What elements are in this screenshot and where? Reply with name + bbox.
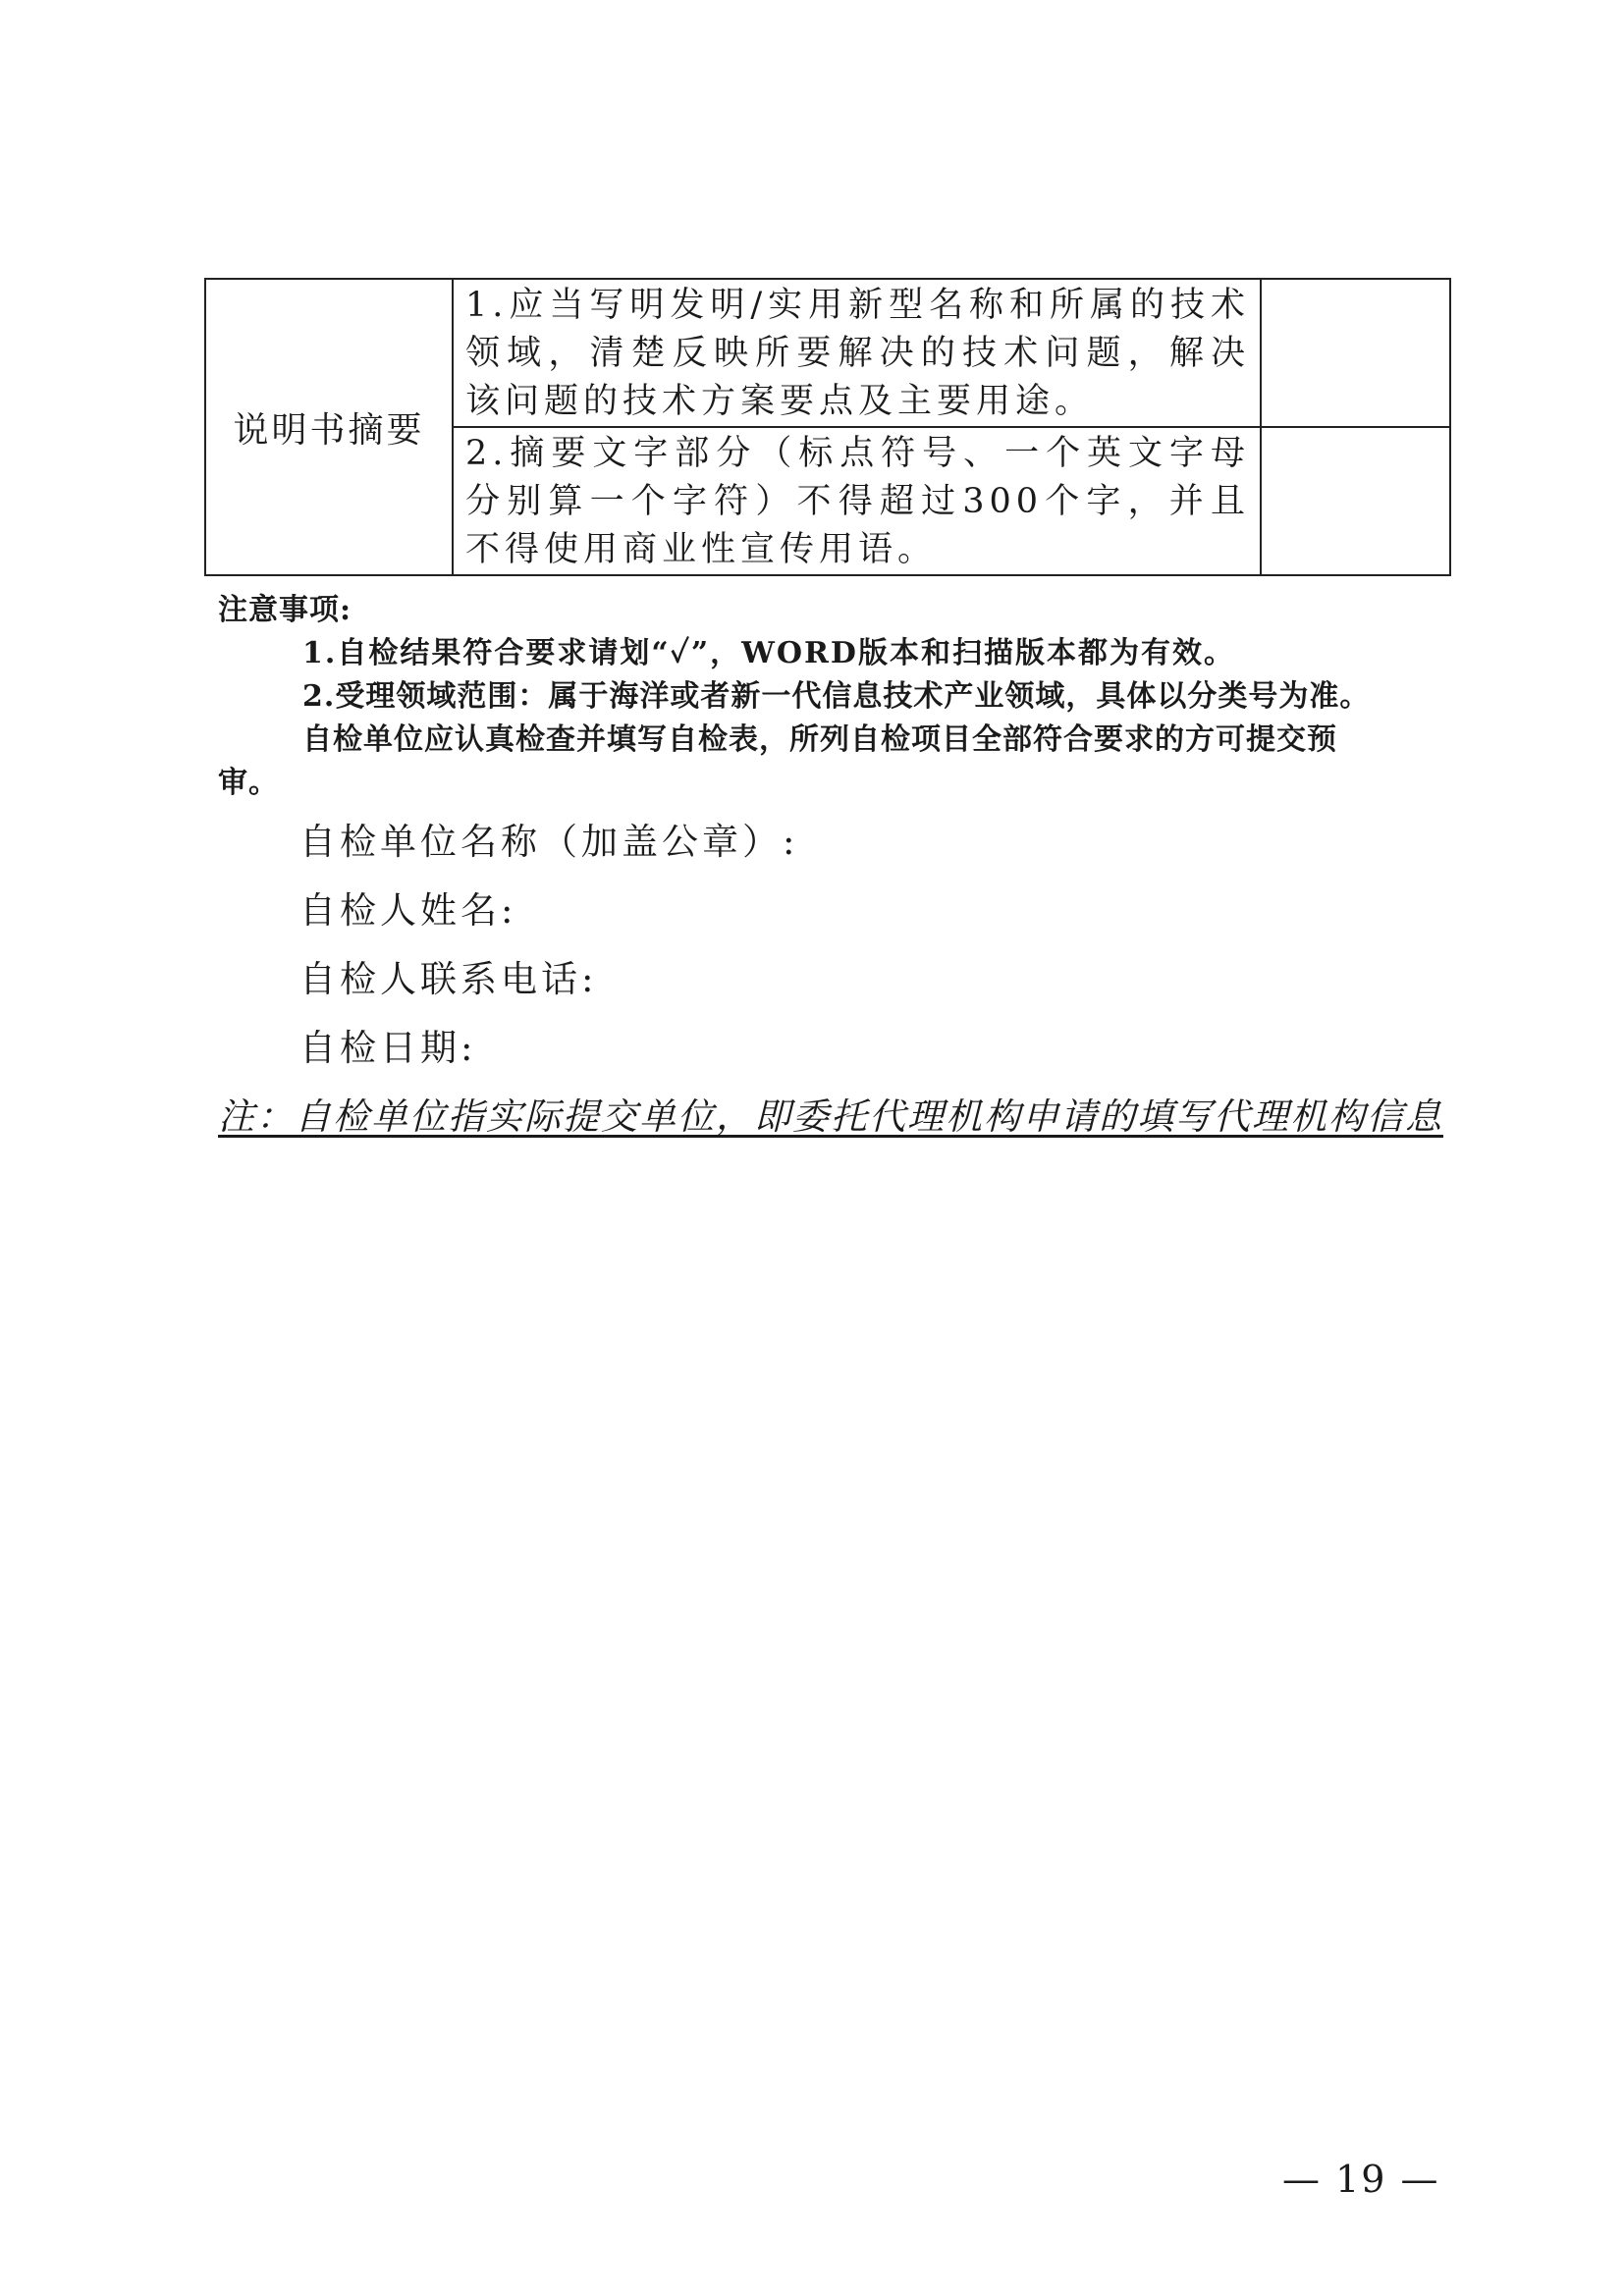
note-item-3: 自检单位应认真检查并填写自检表，所列自检项目全部符合要求的方可提交预	[302, 722, 1337, 757]
requirement-cell	[453, 279, 1261, 427]
inspector-name-field: 自检人姓名:	[299, 889, 517, 932]
requirement-text: 1.应当写明发明/实用新型名称和所属的技术领域，清楚反映所要解决的技术问题，解决该问题的技术方案要点及主要用途。	[465, 286, 1250, 421]
note-item-2: 2.受理领域范围：属于海洋或者新一代信息技术产业领域，具体以分类号为准。	[302, 679, 1371, 714]
footnote: 注：自检单位指实际提交单位，即委托代理机构申请的填写代理机构信息	[218, 1095, 1443, 1138]
self-check-unit-field: 自检单位名称（加盖公章）:	[299, 821, 799, 863]
table-row	[205, 279, 1450, 427]
notes-heading: 注意事项:	[218, 593, 352, 627]
self-check-date-field: 自检日期:	[299, 1027, 477, 1069]
result-cell[interactable]	[1261, 427, 1450, 575]
check-item-cell	[205, 279, 453, 575]
self-check-table	[204, 278, 1451, 576]
requirement-cell	[453, 427, 1261, 575]
note-item-3-continued: 审。	[218, 766, 279, 800]
check-item-label: 说明书摘要	[233, 409, 425, 451]
note-item-1: 1.自检结果符合要求请划“✓”，WORD版本和扫描版本都为有效。	[302, 636, 1235, 670]
result-cell[interactable]	[1261, 279, 1450, 427]
inspector-phone-field: 自检人联系电话:	[299, 958, 598, 1000]
requirement-text: 2.摘要文字部分（标点符号、一个英文字母分别算一个字符）不得超过300个字，并且不得使用商业性宣传用语。	[465, 434, 1250, 569]
page-number: — 19 —	[1282, 2158, 1440, 2201]
